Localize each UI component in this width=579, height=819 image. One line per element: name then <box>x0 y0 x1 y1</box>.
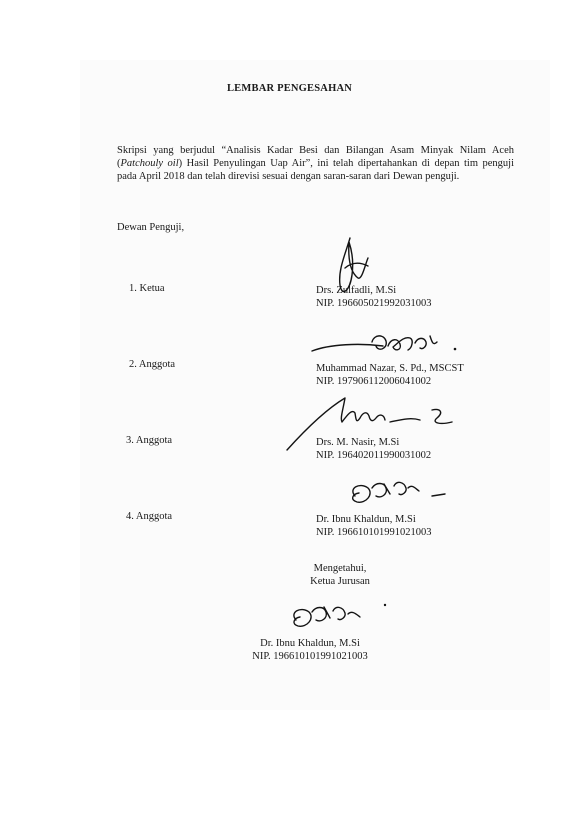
paragraph-part2: ) Hasil Penyulingan Uap Air”, ini telah dipertahankan di depan tim penguji pada April 2018 dan telah direvisi sesuai dengan saran-saran dari Dewan penguji. <box>117 158 514 182</box>
examiner-3-nip: NIP. 196402011990031002 <box>316 450 432 461</box>
examiner-2-nip: NIP. 197906112006041002 <box>316 376 432 387</box>
examiner-3-name: Drs. M. Nasir, M.Si <box>316 437 400 448</box>
approval-line1: Mengetahui, <box>313 563 367 574</box>
examiner-1-role: 1. Ketua <box>129 283 165 294</box>
signature-approval <box>294 604 386 626</box>
paragraph-part1: Skripsi yang berjudul “Analisis Kadar Besi dan Bilangan Asam Minyak Nilam Aceh ( <box>117 145 514 169</box>
signature-4 <box>353 482 445 502</box>
examiner-3-role: 3. Anggota <box>126 435 173 446</box>
examiner-4-role: 4. Anggota <box>126 511 173 522</box>
examiner-1-name: Drs. Zulfadli, M.Si <box>316 285 397 296</box>
signature-2 <box>312 336 456 351</box>
signature-1 <box>340 238 368 292</box>
approval-nip: NIP. 196610101991021003 <box>252 651 368 662</box>
examiner-1-nip: NIP. 196605021992031003 <box>316 298 432 309</box>
paragraph-italic: Patchouly oil <box>120 158 179 169</box>
approval-line2: Ketua Jurusan <box>310 576 370 587</box>
examiner-2-name: Muhammad Nazar, S. Pd., MSCST <box>316 363 464 374</box>
approval-name: Dr. Ibnu Khaldun, M.Si <box>260 638 360 649</box>
examiner-2-role: 2. Anggota <box>129 359 176 370</box>
document-title: LEMBAR PENGESAHAN <box>226 83 353 94</box>
signature-3 <box>287 398 452 450</box>
examiner-4-nip: NIP. 196610101991021003 <box>316 527 432 538</box>
examiner-4-name: Dr. Ibnu Khaldun, M.Si <box>316 514 416 525</box>
board-label: Dewan Penguji, <box>117 222 185 233</box>
